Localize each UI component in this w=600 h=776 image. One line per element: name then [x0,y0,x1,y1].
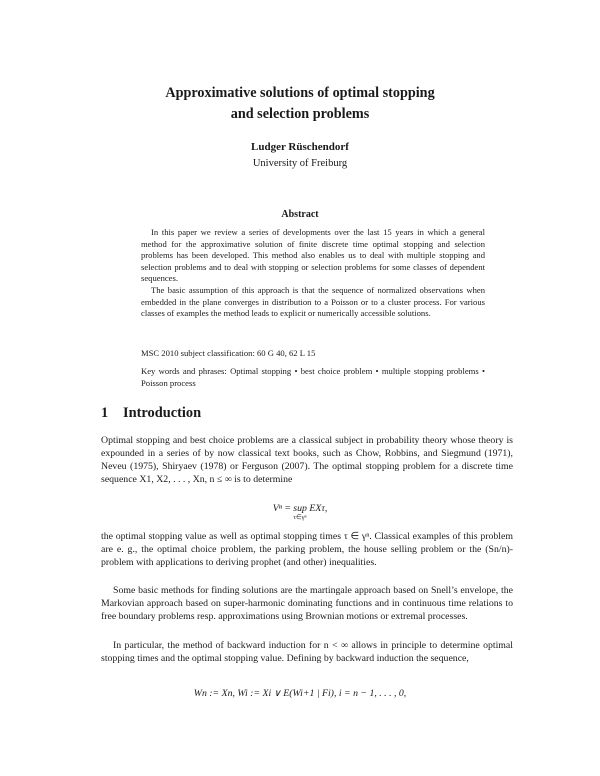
body-paragraph-3 [101,584,513,623]
abstract-paragraph-2: The basic assumption of this approach is that the sequence of normalized observations when embedded in the plane converges in distribution to a Poisson or to a cluster process. For various classes of examples the method leads to explicit or numerically accessible solutions. [141,284,485,319]
affiliation: University of Freiburg [252,158,348,169]
equation-1-main: Vⁿ = sup EXτ, [272,503,328,514]
body-paragraph-1 [101,434,513,486]
body-paragraph-2 [101,530,513,569]
equation-2-text: Wn := Xn, Wi := Xi ∨ E(Wi+1 | Fi), i = n − 1, . . . , 0, [193,688,407,699]
section-title: Introduction [123,405,202,421]
equation-2 [0,688,600,699]
abstract-heading: Abstract [281,209,319,220]
abstract-paragraph-1: In this paper we review a series of developments over the last 15 years in which a general method for the approximative solution of finite discrete time optimal stopping and selection problems has been developed. This method also enables us to deal with multiple stopping and selection problems and to deal with stopping or selection problems for some classes of dependent sequences. [141,227,485,284]
abstract-body [141,227,485,320]
equation-1-subscript: τ∈γⁿ [293,514,307,521]
body-text-1: Optimal stopping and best choice problems are a classical subject in probability theory whose theory is expounded in a series of by now classical text books, such as Chow, Robbins, and Siegmund (1971), Neveu (1975), Shiryaev (1978) or Ferguson (2007). The optimal stopping problem for a discrete time sequence X1, X2, . . . , Xn, n ≤ ∞ is to determine [101,435,513,486]
body-text-4: In particular, the method of backward induction for n < ∞ allows in principle to determine optimal stopping times and the optimal stopping value. Defining by backward induction the sequence, [101,640,513,665]
paper-title [0,83,600,125]
body-text-3: Some basic methods for finding solutions are the martingale approach based on Snell’s envelope, the Markovian approach based on super-harmonic dominating functions and in continuous time relations to free boundary problems resp. approximations using Brownian motions or extremal processes. [101,585,513,623]
equation-1 [0,503,600,521]
body-paragraph-4 [101,639,513,665]
section-heading [101,405,201,422]
msc-classification: MSC 2010 subject classification: 60 G 40, 62 L 15 [141,348,316,358]
body-text-2: the optimal stopping value as well as optimal stopping times τ ∈ γⁿ. Classical examples of this problem are e. g., the optimal choice problem, the parking problem, the house selling problem or the (Sn/n)-problem with applications to deriving prophet (and other) inequalities. [101,531,513,569]
title-line-2: and selection problems [230,106,370,122]
author-name: Ludger Rüschendorf [251,141,349,153]
title-line-1: Approximative solutions of optimal stopping [165,85,435,101]
keywords: Key words and phrases: Optimal stopping • best choice problem • multiple stopping problems • Poisson process [141,366,485,388]
section-number: 1 [101,405,109,421]
